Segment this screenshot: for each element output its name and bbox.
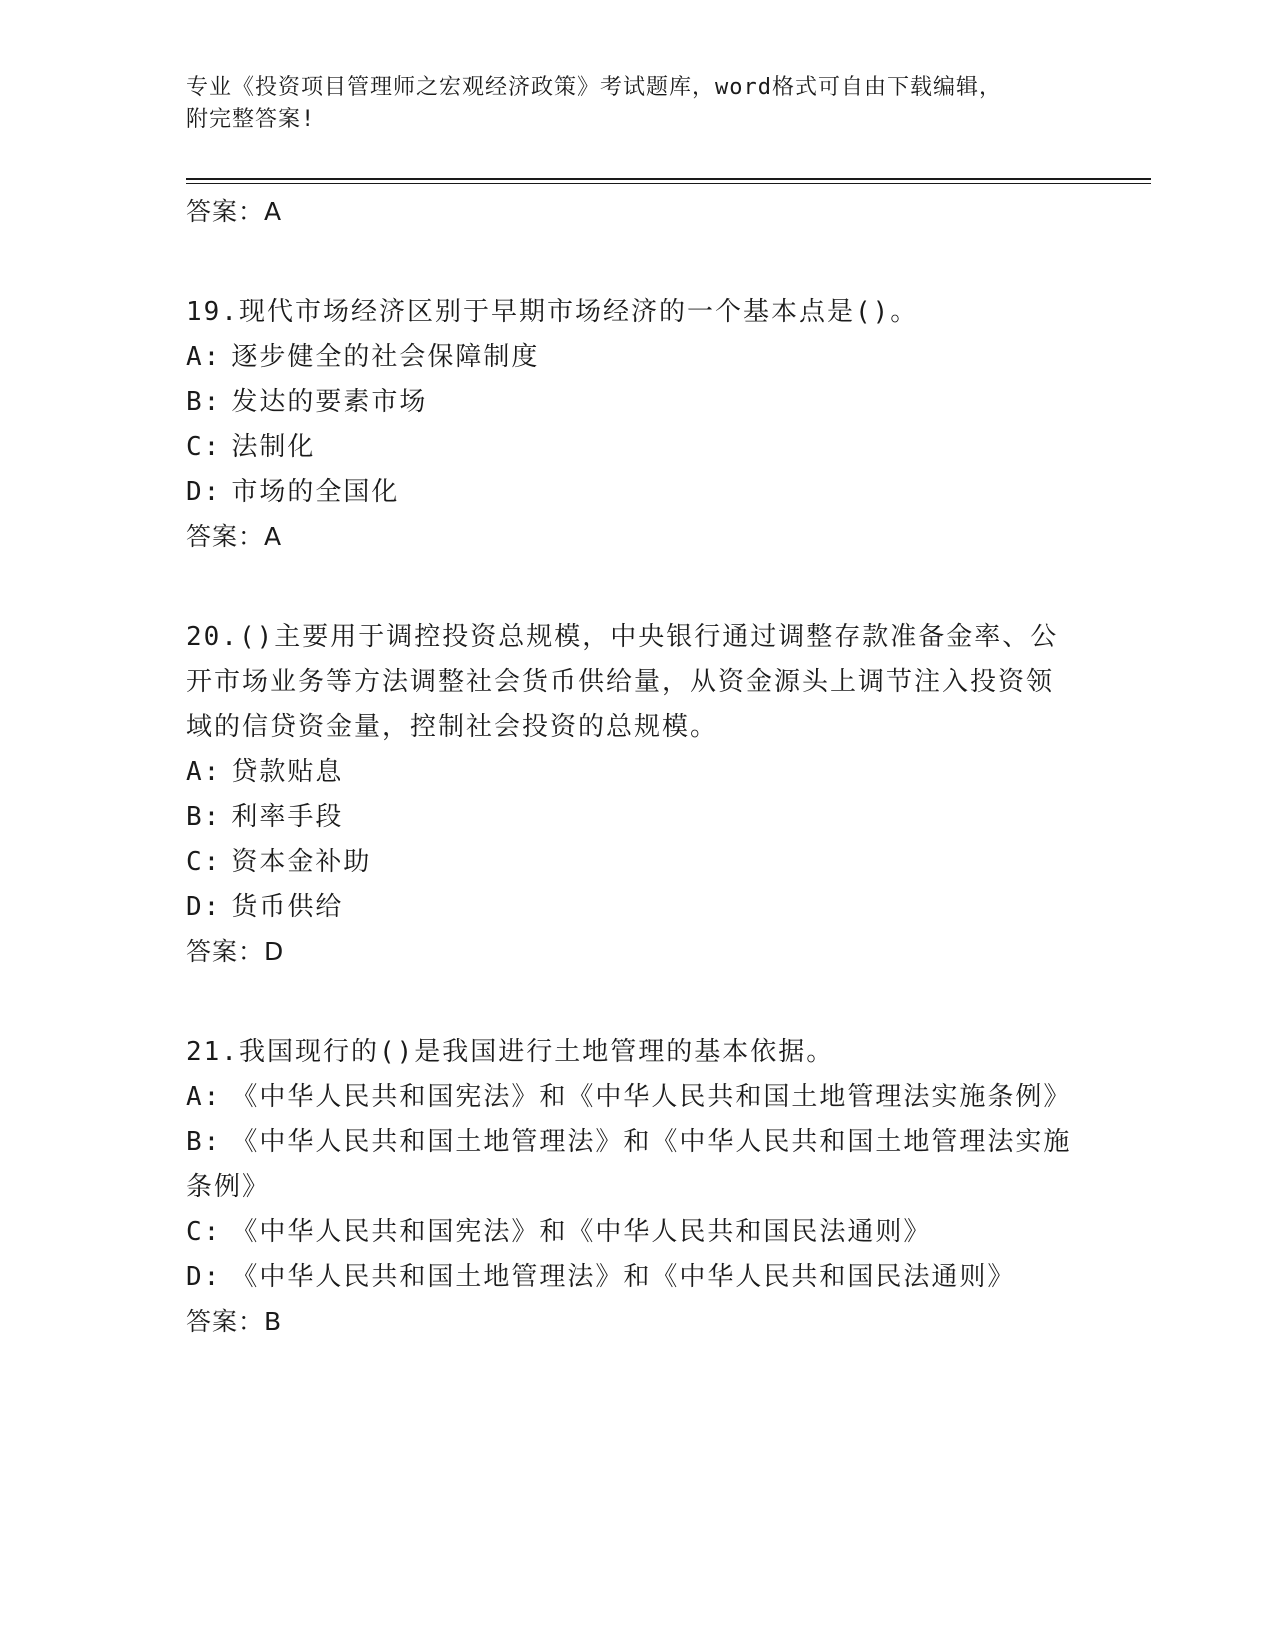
option-label: C: — [186, 1217, 222, 1247]
option-label: B: — [186, 802, 222, 832]
option-label: A: — [186, 1082, 222, 1112]
option-a — [186, 750, 1076, 795]
option-d — [186, 1255, 1076, 1300]
document-header — [186, 72, 1086, 136]
option-text: 法制化 — [231, 432, 316, 462]
question-stem: 19.现代市场经济区别于早期市场经济的一个基本点是()。 — [186, 297, 919, 327]
question-21 — [186, 1030, 1076, 1344]
option-label: B: — [186, 1127, 222, 1157]
option-text: 《中华人民共和国土地管理法》和《中华人民共和国民法通则》 — [231, 1262, 1016, 1292]
previous-answer: 答案：A — [186, 197, 283, 226]
option-text: 利率手段 — [231, 802, 344, 832]
option-b — [186, 1120, 1076, 1210]
question-list — [186, 190, 1076, 1344]
option-a — [186, 335, 1076, 380]
option-label: A: — [186, 757, 222, 787]
option-text: 逐步健全的社会保障制度 — [231, 342, 540, 372]
option-d — [186, 885, 1076, 930]
option-text: 资本金补助 — [231, 847, 372, 877]
option-label: C: — [186, 847, 222, 877]
option-c — [186, 840, 1076, 885]
option-text: 《中华人民共和国宪法》和《中华人民共和国民法通则》 — [231, 1217, 932, 1247]
question-20 — [186, 615, 1076, 974]
option-label: D: — [186, 892, 222, 922]
header-divider-thin — [186, 183, 1151, 184]
option-text: 发达的要素市场 — [231, 387, 428, 417]
option-b — [186, 380, 1076, 425]
option-c — [186, 425, 1076, 470]
header-divider-thick — [186, 178, 1151, 180]
question-19 — [186, 290, 1076, 559]
option-a — [186, 1075, 1076, 1120]
option-text: 《中华人民共和国土地管理法》和《中华人民共和国土地管理法实施条例》 — [186, 1127, 1072, 1202]
header-line-2: 附完整答案! — [186, 107, 316, 132]
header-line-1: 专业《投资项目管理师之宏观经济政策》考试题库，word格式可自由下载编辑， — [186, 75, 1002, 100]
option-label: D: — [186, 1262, 222, 1292]
option-label: A: — [186, 342, 222, 372]
option-label: D: — [186, 477, 222, 507]
answer: 答案：A — [186, 522, 283, 551]
option-text: 贷款贴息 — [231, 757, 344, 787]
answer: 答案：D — [186, 937, 285, 966]
option-b — [186, 795, 1076, 840]
option-label: B: — [186, 387, 222, 417]
question-stem: 21.我国现行的()是我国进行土地管理的基本依据。 — [186, 1037, 835, 1067]
option-text: 货币供给 — [231, 892, 344, 922]
option-d — [186, 470, 1076, 515]
option-text: 市场的全国化 — [231, 477, 400, 507]
option-c — [186, 1210, 1076, 1255]
option-text: 《中华人民共和国宪法》和《中华人民共和国土地管理法实施条例》 — [231, 1082, 1072, 1112]
question-stem: 20.()主要用于调控投资总规模，中央银行通过调整存款准备金率、公开市场业务等方法调整社会货币供给量，从资金源头上调节注入投资领域的信贷资金量，控制社会投资的总规模。 — [186, 622, 1059, 742]
answer: 答案：B — [186, 1307, 283, 1336]
option-label: C: — [186, 432, 222, 462]
